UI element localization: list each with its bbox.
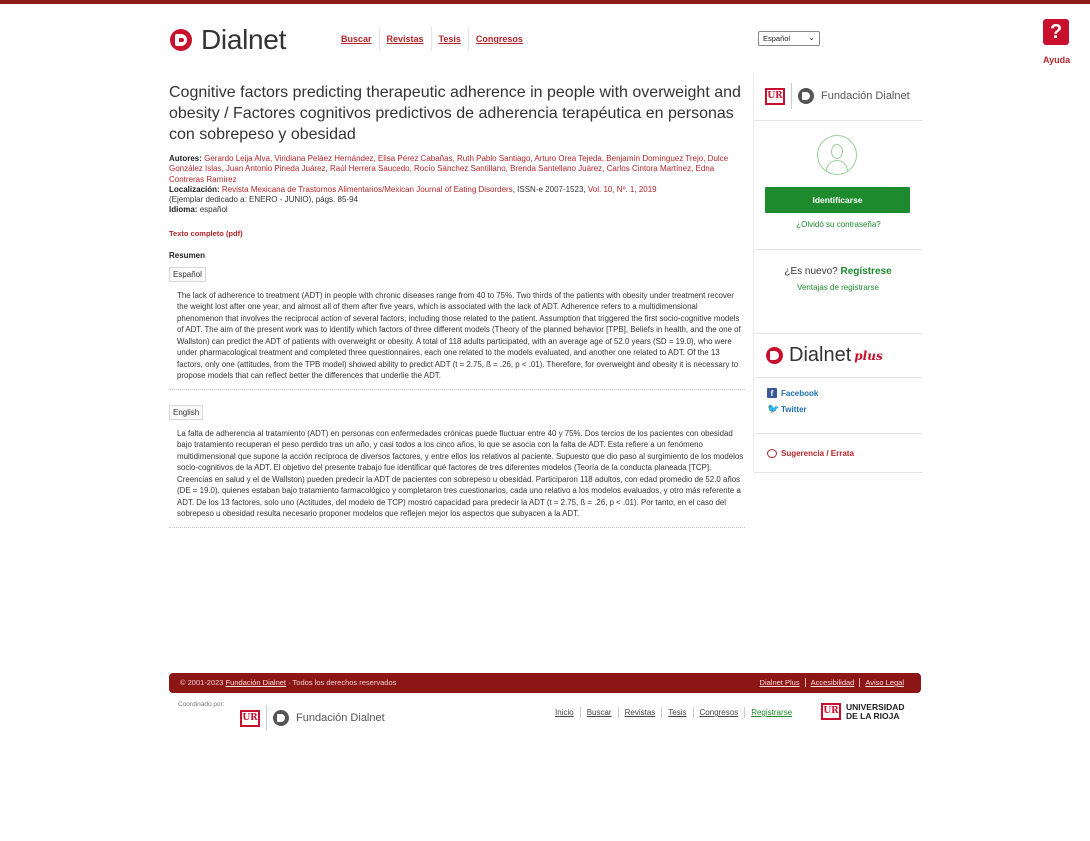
logo-divider <box>266 705 267 731</box>
volume-link[interactable]: Vol. 10, Nº. 1, 2019 <box>587 184 657 194</box>
sidebar <box>753 72 922 473</box>
forgot-password-link[interactable]: ¿Olvidó su contraseña? <box>796 220 881 229</box>
article-authors <box>169 154 745 185</box>
avatar-body <box>826 160 848 172</box>
footer-nav-registrarse[interactable]: Registrarse <box>744 707 798 718</box>
language-select[interactable] <box>758 31 820 46</box>
article-language <box>169 205 745 215</box>
nav-buscar[interactable]: Buscar <box>334 27 380 51</box>
help-label[interactable]: Ayuda <box>1043 55 1071 65</box>
nav-tesis[interactable]: Tesis <box>432 27 469 51</box>
footer-links <box>755 673 909 693</box>
footer-nav-revistas[interactable]: Revistas <box>618 707 662 718</box>
avatar-head <box>831 144 843 159</box>
twitter-label: Twitter <box>781 405 807 414</box>
article-location <box>169 185 745 195</box>
university-line2: DE LA RIOJA <box>846 710 900 721</box>
dialnet-logo-icon <box>170 29 192 51</box>
user-avatar-icon <box>817 135 857 175</box>
footer-nav-congresos[interactable]: Congresos <box>693 707 745 718</box>
authors-list[interactable]: Gerardo Leija Alva, Viridiana Peláez Hernández, Elisa Pérez Cabañas, Ruth Pablo Santiago, Arturo Orea Tejeda, Benjamín Domínguez Trejo, Dulce González Islas, Juan Antonio Pineda Juárez, Raúl Herrera Saucedo, Rocío Sánchez Santillano, Brenda Santellano Juárez, Carlos Cintora Martínez, Edna Contreras Ramírez <box>169 154 729 184</box>
copyright-prefix: © 2001-2023 <box>180 678 226 687</box>
university-line1: UNIVERSIDAD <box>846 702 905 712</box>
ur-logo-icon: UR <box>821 703 841 720</box>
advantages-link[interactable]: Ventajas de registrarse <box>797 283 879 292</box>
new-user-text <box>754 266 922 277</box>
authors-label: Autores: <box>169 154 202 163</box>
footer-nav-inicio[interactable]: Inicio <box>555 708 574 717</box>
copyright <box>180 678 396 687</box>
ur-logo-icon: UR <box>240 710 260 727</box>
top-accent-bar <box>0 0 1090 4</box>
journal-link[interactable]: Revista Mexicana de Trastornos Alimentarios/Mexican Journal of Eating Disorders <box>221 184 513 194</box>
dialnet-logo[interactable] <box>170 26 286 54</box>
summary-heading: Resumen <box>169 250 206 260</box>
language-label: Idioma: <box>169 205 198 215</box>
issue-note: (Ejemplar dedicado a: ENERO - JUNIO), págs. 85-94 <box>169 195 358 205</box>
full-text-pdf-link[interactable]: Texto completo (pdf) <box>169 228 243 238</box>
language-value: español <box>199 205 228 215</box>
universidad-rioja-logo[interactable] <box>821 703 905 720</box>
nav-congresos[interactable]: Congresos <box>475 34 523 44</box>
footer-link-dialnet-plus[interactable]: Dialnet Plus <box>759 678 800 687</box>
dialnet-mark-icon <box>273 710 289 726</box>
twitter-link[interactable] <box>767 405 922 414</box>
divider <box>169 527 745 528</box>
nav-revistas[interactable]: Revistas <box>380 27 432 51</box>
copyright-suffix: · Todos los derechos reservados <box>286 678 397 687</box>
footer-nav-buscar[interactable]: Buscar <box>580 707 618 718</box>
social-links <box>754 378 922 434</box>
dialnet-plus-logo[interactable] <box>754 334 922 378</box>
footer-bar <box>169 673 921 693</box>
logo-text: Dialnet <box>201 24 287 55</box>
abstract-lang-label: English <box>169 405 203 420</box>
facebook-label: Facebook <box>781 388 819 398</box>
copyright-link[interactable]: Fundación Dialnet <box>225 678 287 687</box>
plus-word: plus <box>854 348 883 363</box>
register-panel <box>754 266 922 334</box>
article-title: Cognitive factors predicting therapeutic adherence in people with overweight and obesity / Factores cognitivos predictivos de adherencia terapéutica en personas con sobrepeso y obesidad <box>169 84 741 143</box>
footer-link-accesibilidad[interactable]: Accesibilidad <box>805 678 860 687</box>
divider <box>169 389 745 390</box>
footer-fundacion-label: Fundación Dialnet <box>296 712 385 724</box>
location-label: Localización: <box>169 184 220 194</box>
fundacion-dialnet-logo[interactable] <box>754 72 922 121</box>
fundacion-label: Fundación Dialnet <box>821 90 910 102</box>
footer-nav <box>549 707 798 718</box>
university-name <box>846 703 905 720</box>
article-main <box>169 82 745 536</box>
dialnet-plus-icon <box>766 347 783 364</box>
footer-nav-tesis[interactable]: Tesis <box>661 707 692 718</box>
facebook-link[interactable] <box>767 388 922 398</box>
dialnet-mark-icon <box>798 88 814 104</box>
chevron-down-icon: ⌄ <box>808 33 815 42</box>
main-nav <box>334 27 530 51</box>
login-button[interactable]: Identificarse <box>765 187 910 213</box>
coordinated-by-label: Coordinado por: <box>178 701 225 708</box>
language-select-value: Español <box>763 34 791 43</box>
issn-text: , ISSN-e 2007-1523, <box>512 184 588 194</box>
plus-logo-text: Dialnet <box>789 344 852 366</box>
help-icon[interactable]: ? <box>1043 19 1069 45</box>
suggestion-link[interactable] <box>754 434 922 473</box>
register-link[interactable]: Regístrese <box>840 266 892 277</box>
suggestion-label: Sugerencia / Errata <box>781 448 854 458</box>
abstract-lang-label: Español <box>169 267 206 282</box>
logo-divider <box>791 83 792 109</box>
footer-fundacion-logo[interactable] <box>240 705 385 731</box>
ur-logo-icon: UR <box>765 88 785 105</box>
comment-icon <box>767 449 777 458</box>
abstract-text: La falta de adherencia al tratamiento (ADT) en personas con enfermedades crónicas puede fluctuar entre 40 y 75%. Dos tercios de los pacientes con obesidad bajo tratamiento recuperan el peso perdido tras un año, y casi todos a los cinco años, lo que se asocia con la falta de ADT. Esta refiere a un fenómeno multidimensional que supone la acción recíproca de diversos factores, y entre ellos los relativos al paciente. Supuesto que dio paso al surgimiento de los modelos socio-cognitivos de la ADT. El objetivo del presente trabajo fue identificar qué factores de tres diferentes modelos (Teoría de la conducta planeada [TCP], Creencias en salud y el de Wallston) pueden predecir la ADT de pacientes con sobrepeso u obesidad. Participaron 118 adultos, con edad promedio de 52.0 años (DE = 19.0), quienes estaban bajo tratamiento farmacológico y completaron tres cuestionarios, cada uno relativo a los modelos evaluados, y otro más referente a ADT. De los 13 factores, solo uno (Actitudes, del modelo de TCP) mostró capacidad para predecir la ADT (t = 2.75, ß = .26, p < .01). Por tanto, en el caso del sobrepeso u obesidad resulta necesario proponer modelos que reflejen mejor los aspectos que subyacen a la ADT. <box>177 428 744 519</box>
facebook-icon: f <box>767 388 777 398</box>
footer-link-aviso-legal[interactable]: Aviso Legal <box>859 678 909 687</box>
twitter-icon: 🐦 <box>767 404 780 415</box>
login-panel <box>754 121 922 250</box>
abstract-text: The lack of adherence to treatment (ADT) in people with chronic diseases range from 40 to 75%. Two thirds of the patients with obesity under treatment recover the weight lost after one year, and almost all of them after five years, which is associated with the lack of ADT. Adherence refers to a multidimensional phenomenon that involves the reciprocal action of several factors, including those related to the patient. Assumption that triggered the first socio-cognitive models of ADT. The aim of the present work was to identify which factors of three different models (Theory of the planned behavior [TPB], Beliefs in health, and the one of Wallston) can predict the ADT of patients with overweight or obesity. A total of 118 adults participated, with an average age of 52.0 years (SD = 19.0), who were under pharmacological treatment and completed three questionnaires, each one related to the models evaluated, and another one related to ADT. Of the 13 factors, only one (attitudes, from the TPB model) showed ability to predict ADT (t = 2.75, ß = .26, p < .01). Therefore, for overweight and obesity it is necessary to propose models that can reflect better the differences that underlie the ADT. <box>177 290 741 381</box>
new-prefix: ¿Es nuevo? <box>784 266 838 277</box>
